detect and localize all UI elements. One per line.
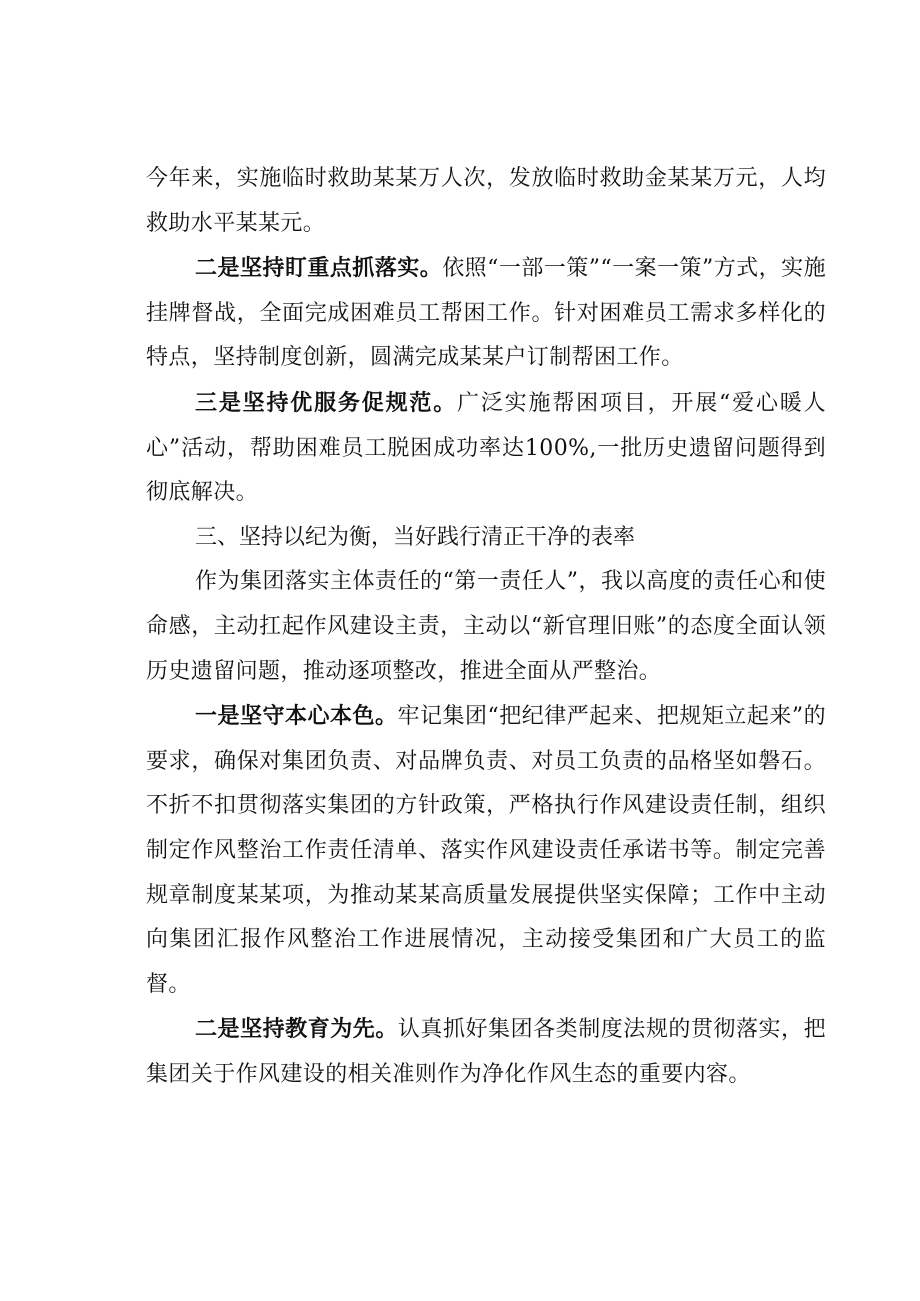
paragraph-text: 牢记集团“把纪律严起来、把规矩立起来”的要求，确保对集团负责、对品牌负责、对员工负责的品格坚如磐石。不折不扣贯彻落实集团的方针政策，严格执行作风建设责任制，组织制定作风整治工作责任清单、落实作风建设责任承诺书等。制定完善规章制度某某项，为推动某某高质量发展提供坚实保障；工作中主动向集团汇报作风整治工作进展情况，主动接受集团和广大员工的监督。 [146, 704, 826, 997]
paragraph-service-standards [146, 381, 826, 516]
paragraph-text: 认真抓好集团各类制度法规的贯彻落实，把集团关于作风建设的相关准则作为净化作风生态的重要内容。 [146, 1017, 826, 1087]
paragraph-focus-implementation [146, 246, 826, 381]
paragraph-text: 今年来，实施临时救助某某万人次，发放临时救助金某某万元，人均救助水平某某元。 [146, 166, 826, 236]
paragraph-text: 作为集团落实主体责任的“第一责任人”，我以高度的责任心和使命感，主动扛起作风建设主责，主动以“新官理旧账”的态度全面认领历史遗留问题，推动逐项整改，推进全面从严整治。 [146, 569, 826, 684]
document-body [146, 157, 826, 1097]
paragraph-text: 广泛实施帮困项目，开展“爱心暖人心”活动，帮助困难员工脱困成功率达100%,一批历史遗留问题得到彻底解决。 [146, 390, 826, 506]
paragraph-lead: 二是坚持盯重点抓落实。 [195, 255, 443, 282]
paragraph-lead: 一是坚守本心本色。 [195, 703, 398, 730]
section-heading: 三、坚持以纪为衡，当好践行清正干净的表率 [195, 524, 636, 550]
paragraph-section-intro [146, 560, 826, 694]
paragraph-lead: 三是坚持优服务促规范。 [195, 389, 458, 416]
paragraph-original-character [146, 694, 826, 1007]
paragraph-continued [146, 157, 826, 246]
paragraph-education-first [146, 1007, 826, 1097]
paragraph-lead: 二是坚持教育为先。 [195, 1016, 398, 1043]
paragraph-text: 依照“一部一策”“一案一策”方式，实施挂牌督战，全面完成困难员工帮困工作。针对困难员工需求多样化的特点，坚持制度创新，圆满完成某某户订制帮困工作。 [146, 256, 826, 371]
